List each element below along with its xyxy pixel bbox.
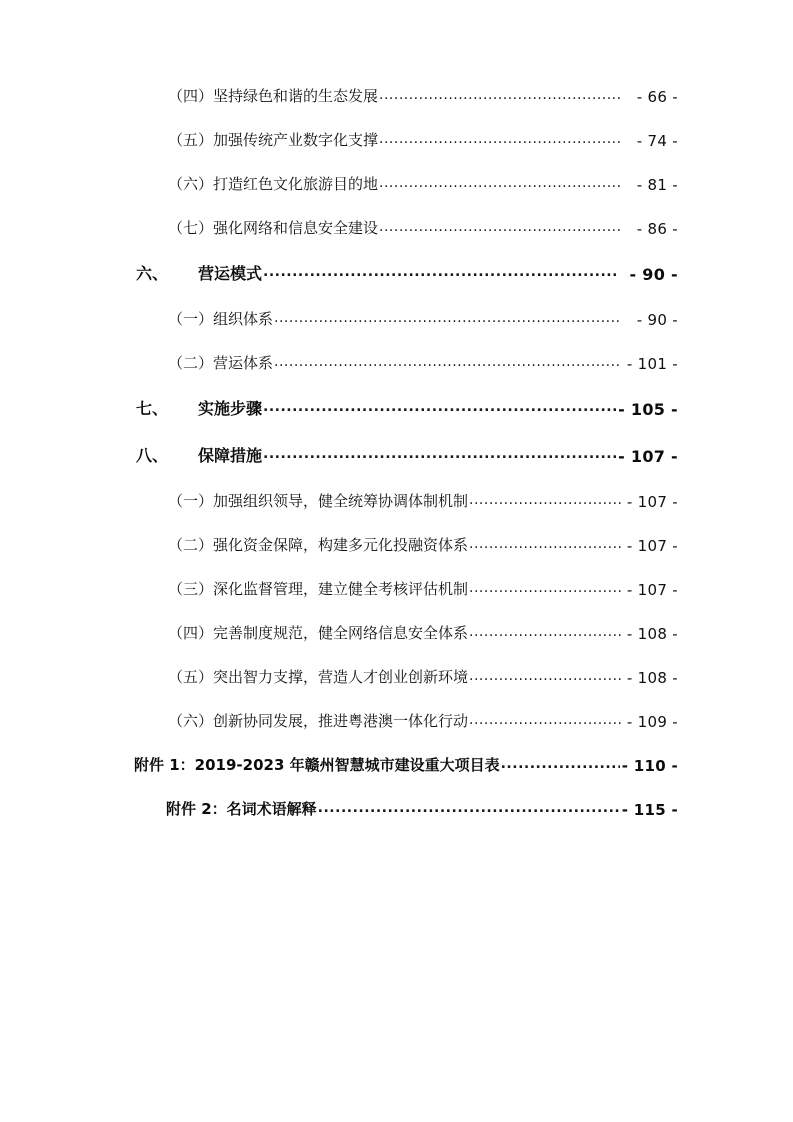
toc-dot-leader — [318, 801, 620, 816]
toc-dot-leader — [274, 311, 622, 326]
toc-page-number: - 86 - — [636, 220, 678, 238]
toc-entry-label — [168, 490, 468, 511]
toc-page-number: - 107 - — [626, 493, 678, 511]
toc-entry[interactable] — [118, 129, 678, 150]
toc-page-number: - 109 - — [626, 713, 678, 731]
toc-entry-title: （二）强化资金保障，构建多元化投融资体系 — [168, 536, 469, 554]
toc-page-number: - 101 - — [626, 355, 678, 373]
toc-entry-title: （一）组织体系 — [168, 310, 274, 328]
toc-entry-number: 七、 — [136, 399, 169, 418]
toc-entry-number: 六、 — [136, 264, 169, 283]
toc-page-number: - 81 - — [636, 176, 678, 194]
toc-entry[interactable] — [118, 396, 678, 419]
toc-entry[interactable] — [118, 754, 678, 775]
toc-entry[interactable] — [118, 352, 678, 373]
toc-dot-leader — [469, 669, 622, 684]
toc-entry-label — [168, 173, 378, 194]
toc-entry[interactable] — [118, 308, 678, 329]
toc-page-number: - 108 - — [626, 669, 678, 687]
toc-entry-title: （四）完善制度规范，健全网络信息安全体系 — [168, 624, 469, 642]
toc-entry-label — [136, 261, 262, 284]
toc-dot-leader — [274, 355, 622, 370]
toc-page-number: - 105 - — [618, 400, 678, 419]
toc-dot-leader — [469, 493, 622, 508]
toc-dot-leader — [469, 581, 622, 596]
toc-entry[interactable] — [118, 217, 678, 238]
toc-dot-leader — [501, 757, 620, 772]
toc-page-number: - 110 - — [621, 757, 678, 775]
toc-entry-title: 营运模式 — [198, 264, 263, 283]
toc-page-number: - 74 - — [636, 132, 678, 150]
toc-entry[interactable] — [118, 666, 678, 687]
toc-entry-title: 保障措施 — [198, 446, 263, 465]
table-of-contents — [118, 85, 678, 819]
toc-entry-label — [168, 578, 468, 599]
toc-entry-title: 附件 1：2019-2023 年赣州智慧城市建设重大项目表 — [134, 756, 500, 774]
toc-dot-leader — [263, 400, 616, 416]
toc-entry-title: 实施步骤 — [198, 399, 263, 418]
toc-page-number: - 115 - — [621, 801, 678, 819]
toc-dot-leader — [379, 132, 622, 147]
toc-entry-label — [168, 308, 273, 329]
toc-entry[interactable] — [118, 710, 678, 731]
toc-entry-number: 八、 — [136, 446, 169, 465]
toc-entry-title: （四）坚持绿色和谐的生态发展 — [168, 87, 379, 105]
toc-entry[interactable] — [118, 534, 678, 555]
toc-entry-title: （五）加强传统产业数字化支撑 — [168, 131, 379, 149]
toc-page-number: - 107 - — [626, 581, 678, 599]
toc-page-number: - 107 - — [626, 537, 678, 555]
toc-dot-leader — [263, 265, 618, 281]
toc-entry[interactable] — [118, 622, 678, 643]
toc-entry-title: （三）深化监督管理，建立健全考核评估机制 — [168, 580, 469, 598]
toc-dot-leader — [379, 88, 622, 103]
toc-entry-label — [168, 85, 378, 106]
toc-dot-leader — [469, 713, 622, 728]
toc-entry-label — [168, 622, 468, 643]
toc-entry-label — [136, 396, 262, 419]
toc-entry-label — [168, 129, 378, 150]
toc-entry-label — [134, 754, 500, 775]
toc-entry[interactable] — [118, 261, 678, 284]
toc-entry-title: 附件 2：名词术语解释 — [166, 800, 317, 818]
toc-entry-label — [168, 666, 468, 687]
toc-entry-label — [136, 443, 262, 466]
toc-entry-label — [168, 710, 468, 731]
toc-dot-leader — [379, 220, 622, 235]
toc-entry[interactable] — [118, 443, 678, 466]
toc-entry-title: （二）营运体系 — [168, 354, 274, 372]
toc-dot-leader — [263, 447, 616, 463]
toc-entry[interactable] — [118, 173, 678, 194]
toc-entry[interactable] — [118, 85, 678, 106]
toc-entry-title: （六）打造红色文化旅游目的地 — [168, 175, 379, 193]
toc-page-number: - 66 - — [636, 88, 678, 106]
toc-entry-title: （七）强化网络和信息安全建设 — [168, 219, 379, 237]
toc-entry-label — [168, 534, 468, 555]
toc-entry-title: （一）加强组织领导，健全统筹协调体制机制 — [168, 492, 469, 510]
toc-dot-leader — [469, 625, 622, 640]
toc-dot-leader — [469, 537, 622, 552]
toc-page-number: - 90 - — [629, 265, 678, 284]
toc-dot-leader — [379, 176, 622, 191]
toc-entry[interactable] — [118, 490, 678, 511]
toc-entry-label — [166, 798, 317, 819]
toc-entry[interactable] — [118, 798, 678, 819]
toc-page-number: - 107 - — [618, 447, 678, 466]
toc-entry-label — [168, 217, 378, 238]
toc-page-number: - 90 - — [636, 311, 678, 329]
toc-page-number: - 108 - — [626, 625, 678, 643]
toc-entry-title: （五）突出智力支撑，营造人才创业创新环境 — [168, 668, 469, 686]
toc-entry[interactable] — [118, 578, 678, 599]
toc-entry-title: （六）创新协同发展，推进粤港澳一体化行动 — [168, 712, 469, 730]
toc-entry-label — [168, 352, 273, 373]
